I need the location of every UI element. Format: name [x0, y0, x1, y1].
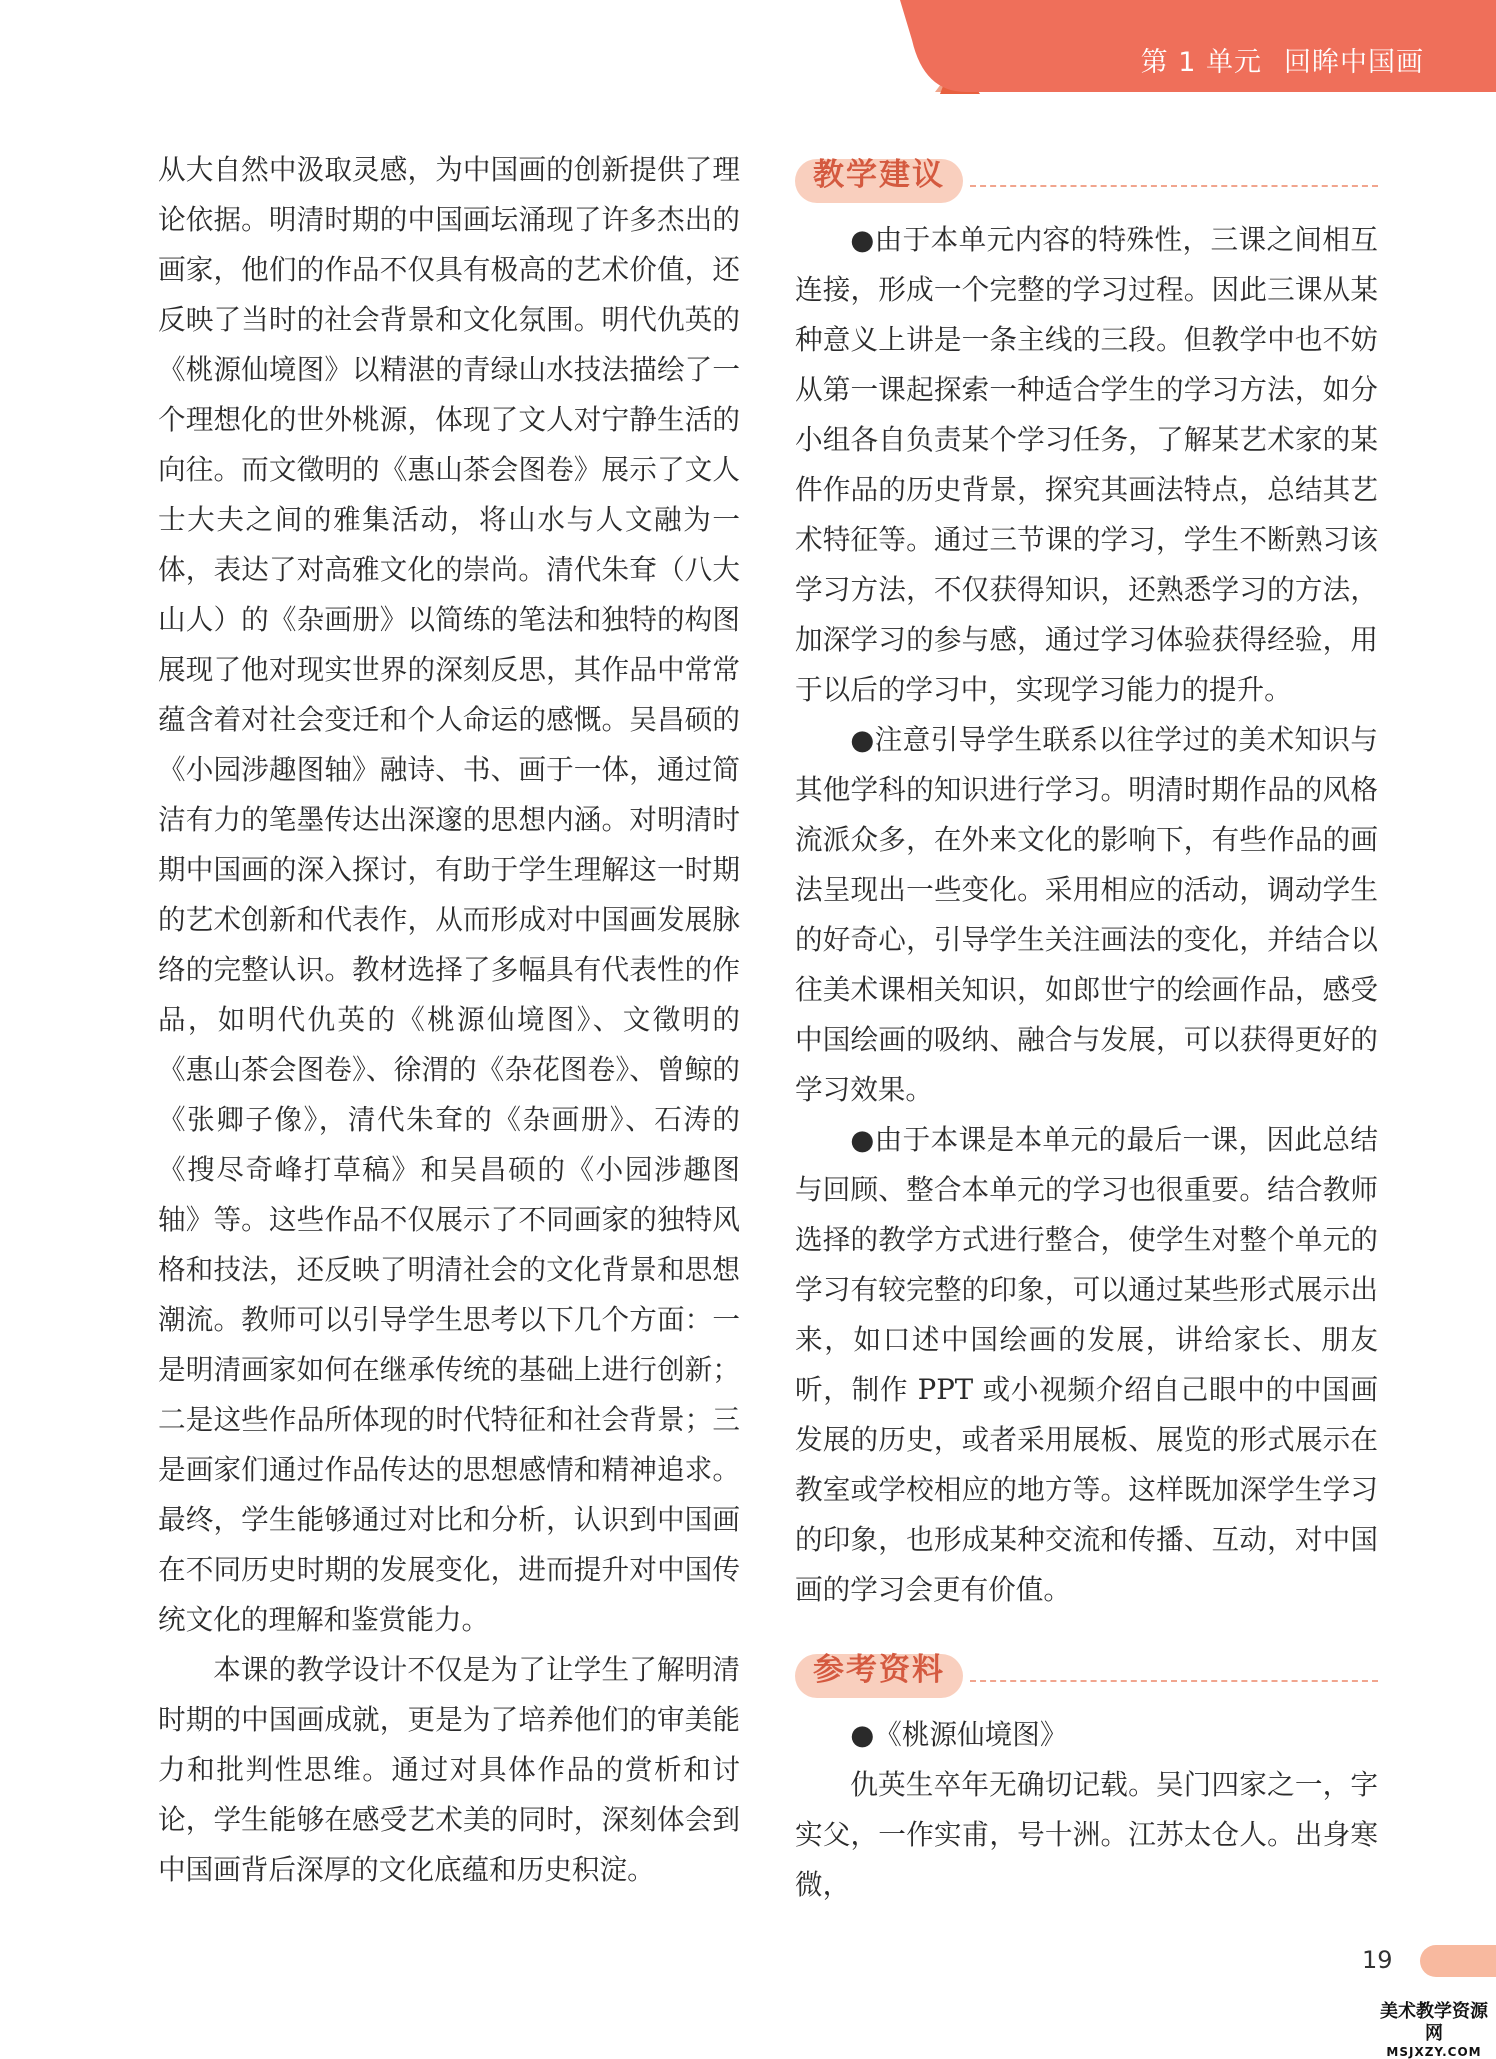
heading-text: 教学建议 [813, 157, 945, 193]
suggestion-paragraph: ●注意引导学生联系以往学过的美术知识与其他学科的知识进行学习。明清时期作品的风格流派众多，在外来文化的影响下，有些作品的画法呈现出一些变化。采用相应的活动，调动学生的好奇心，引导学生关注画法的变化，并结合以往美术课相关知识，如郎世宁的绘画作品，感受中国绘画的吸纳、融合与发展，可以获得更好的学习效果。 [795, 723, 1378, 1106]
unit-label: 第 1 单元 [1140, 47, 1262, 78]
left-column [158, 145, 740, 1895]
reference-heading [795, 1640, 1378, 1700]
body-paragraph: 从大自然中汲取灵感，为中国画的创新提供了理论依据。明清时期的中国画坛涌现了许多杰出的画家，他们的作品不仅具有极高的艺术价值，还反映了当时的社会背景和文化氛围。明代仇英的《桃源仙境图》以精湛的青绿山水技法描绘了一个理想化的世外桃源，体现了文人对宁静生活的向往。而文徵明的《惠山茶会图卷》展示了文人士大夫之间的雅集活动，将山水与人文融为一体，表达了对高雅文化的崇尚。清代朱耷（八大山人）的《杂画册》以简练的笔法和独特的构图展现了他对现实世界的深刻反思，其作品中常常蕴含着对社会变迁和个人命运的感慨。吴昌硕的《小园涉趣图轴》融诗、书、画于一体，通过简洁有力的笔墨传达出深邃的思想内涵。对明清时期中国画的深入探讨，有助于学生理解这一时期的艺术创新和代表作，从而形成对中国画发展脉络的完整认识。教材选择了多幅具有代表性的作品，如明代仇英的《桃源仙境图》、文徵明的《惠山茶会图卷》、徐渭的《杂花图卷》、曾鲸的《张卿子像》，清代朱耷的《杂画册》、石涛的《搜尽奇峰打草稿》和吴昌硕的《小园涉趣图轴》等。这些作品不仅展示了不同画家的独特风格和技法，还反映了明清社会的文化背景和思想潮流。教师可以引导学生思考以下几个方面：一是明清画家如何在继承传统的基础上进行创新；二是这些作品所体现的时代特征和社会背景；三是画家们通过作品传达的思想感情和精神追求。最终，学生能够通过对比和分析，认识到中国画在不同历史时期的发展变化，进而提升对中国传统文化的理解和鉴赏能力。 [158, 153, 740, 1636]
reference-item-title: ●《桃源仙境图》 [850, 1718, 1068, 1751]
reference-paragraph: 仇英生卒年无确切记载。吴门四家之一，字实父，一作实甫，号十洲。江苏太仓人。出身寒微， [795, 1768, 1378, 1901]
page-number: 19 [1362, 1946, 1393, 1974]
heading-divider [970, 185, 1378, 187]
heading-divider [970, 1680, 1378, 1682]
unit-title [1141, 40, 1424, 79]
page-tab [1420, 1945, 1496, 1977]
heading-text: 参考资料 [813, 1652, 945, 1688]
watermark-cn: 美术教学资源网 [1380, 2001, 1488, 2044]
unit-banner [0, 0, 1496, 100]
unit-name: 回眸中国画 [1284, 47, 1424, 78]
watermark [1372, 2001, 1496, 2059]
suggestion-paragraph: ●由于本单元内容的特殊性，三课之间相互连接，形成一个完整的学习过程。因此三课从某种意义上讲是一条主线的三段。但教学中也不妨从第一课起探索一种适合学生的学习方法，如分小组各自负责某个学习任务，了解某艺术家的某件作品的历史背景，探究其画法特点，总结其艺术特征等。通过三节课的学习，学生不断熟习该学习方法，不仅获得知识，还熟悉学习的方法，加深学习的参与感，通过学习体验获得经验，用于以后的学习中，实现学习能力的提升。 [795, 223, 1378, 706]
body-paragraph: 本课的教学设计不仅是为了让学生了解明清时期的中国画成就，更是为了培养他们的审美能力和批判性思维。通过对具体作品的赏析和讨论，学生能够在感受艺术美的同时，深刻体会到中国画背后深厚的文化底蕴和历史积淀。 [158, 1653, 740, 1886]
suggestion-paragraph: ●由于本课是本单元的最后一课，因此总结与回顾、整合本单元的学习也很重要。结合教师选择的教学方式进行整合，使学生对整个单元的学习有较完整的印象，可以通过某些形式展示出来，如口述中国绘画的发展，讲给家长、朋友听，制作 PPT 或小视频介绍自己眼中的中国画发展的历史，或者采用展板、展览的形式展示在教室或学校相应的地方等。这样既加深学生学习的印象，也形成某种交流和传播、互动，对中国画的学习会更有价值。 [795, 1123, 1378, 1606]
teaching-suggestions-heading [795, 145, 1378, 205]
right-column [795, 145, 1378, 1910]
watermark-en: MSJXZY.COM [1386, 2045, 1482, 2059]
